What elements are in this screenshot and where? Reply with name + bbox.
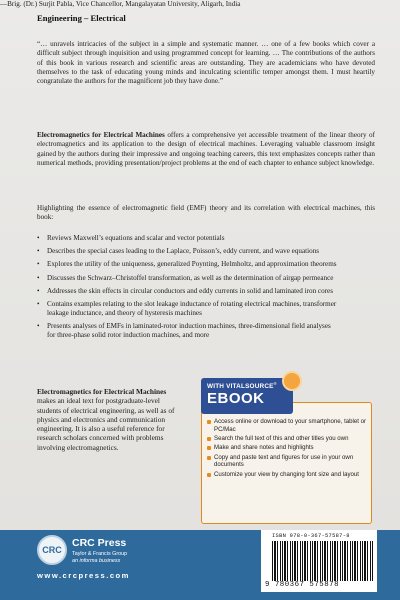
highlight-intro: Highlighting the essence of electromagnetic field (EMF) theory and its correlation with electrical machines, this book: bbox=[37, 204, 375, 222]
list-item bbox=[206, 454, 372, 469]
bullet-text: Discusses the Schwarz–Christoffel transformation, as well as the determination of airgap permeance bbox=[47, 273, 334, 282]
publisher-group: Taylor & Francis Group bbox=[72, 551, 128, 557]
orange-bullet-icon bbox=[207, 456, 211, 460]
list-item bbox=[206, 444, 372, 452]
publisher-tagline: an informa business bbox=[72, 558, 121, 564]
vitalsource-seal-icon bbox=[282, 371, 302, 391]
bullet-icon: • bbox=[37, 299, 40, 308]
vitalsource-with-text: WITH VITALSOURCE bbox=[207, 383, 274, 391]
vitalsource-feature-text: Search the full text of this and other titles you own bbox=[214, 434, 349, 442]
endorsement-attribution: —Brig. (Dr.) Surjit Pabla, Vice Chancellor, Mangalayatan University, Aligarh, India bbox=[0, 0, 241, 8]
bullet-text: Reviews Maxwell’s equations and scalar and vector potentials bbox=[47, 234, 225, 242]
barcode-digits: 9 780367 575878 bbox=[265, 581, 340, 589]
bullet-icon: • bbox=[37, 322, 40, 331]
list-item bbox=[37, 287, 337, 296]
audience-paragraph bbox=[37, 387, 182, 452]
registered-mark: ® bbox=[273, 381, 277, 386]
list-item bbox=[37, 300, 337, 318]
list-item bbox=[37, 322, 337, 340]
orange-bullet-icon bbox=[207, 473, 211, 477]
category-label: Engineering – Electrical bbox=[37, 13, 126, 23]
bullet-text: Describes the special cases leading to the Laplace, Poisson’s, eddy current, and wave equations bbox=[47, 247, 320, 256]
book-description bbox=[37, 131, 375, 168]
audience-title-inline: Electromagnetics for Electrical Machines bbox=[37, 387, 167, 396]
bullet-text: Presents analyses of EMFs in laminated-rotor induction machines, three-dimensional field analyses for three-phase solid rotor induction machines, and more bbox=[47, 322, 331, 340]
vitalsource-badge bbox=[201, 378, 293, 414]
vitalsource-feature-text: Customize your view by changing font size and layout bbox=[214, 470, 359, 478]
orange-bullet-icon bbox=[207, 437, 211, 441]
list-item bbox=[37, 247, 337, 256]
isbn-label: ISBN 978-0-367-57587-8 bbox=[272, 533, 350, 539]
orange-bullet-icon bbox=[207, 446, 211, 450]
bullet-text: Addresses the skin effects in circular conductors and eddy currents in solid and laminated iron cores bbox=[47, 286, 334, 295]
bullet-text: Explores the utility of the uniqueness, generalized Poynting, Helmholtz, and approximation theorems bbox=[47, 260, 337, 269]
list-item bbox=[37, 234, 337, 243]
list-item bbox=[37, 274, 337, 283]
audience-body: makes an ideal text for postgraduate-level students of electrical engineering, as well as of physics and electronics and communication engineering. It is also a useful reference for research scholars concerned with problems involving electromagnetics. bbox=[37, 396, 175, 452]
vitalsource-feature-list bbox=[206, 418, 372, 480]
list-item bbox=[37, 260, 337, 269]
vitalsource-feature-text: Make and share notes and highlights bbox=[214, 444, 314, 452]
publisher-url: www.crcpress.com bbox=[37, 571, 130, 580]
bullet-icon: • bbox=[37, 260, 40, 269]
endorsement-quote: “… unravels intricacies of the subject in a simple and systematic manner. … one of a few books which cover a difficult subject through inquisition and using programmed concept for learning. … The contributions of the authors of this book in various research and scientific areas are outstanding. They are academicians who have devoted themselves to the task of educating young minds and inculcating scientific temper amongst them. I must heartily congratulate the authors for the magnificent job they have done.” bbox=[37, 40, 375, 85]
bullet-icon: • bbox=[37, 273, 40, 282]
barcode-icon bbox=[272, 541, 373, 581]
description-body: offers a comprehensive yet accessible treatment of the linear theory of electromagnetics and its application to the design of electrical machines. Leveraging valuable classroom insight gained by the authors during their impressive and ongoing teaching careers, this text emphasizes concepts rather than numerical methods, providing presentation/project problems at the end of each chapter to enhance subject knowledge. bbox=[37, 131, 375, 167]
vitalsource-feature-text: Access online or download to your smartphone, tablet or PC/Mac bbox=[214, 418, 367, 433]
book-title-inline: Electromagnetics for Electrical Machines bbox=[37, 131, 165, 139]
vitalsource-ebook-label: EBOOK bbox=[207, 390, 265, 408]
list-item bbox=[206, 435, 372, 443]
feature-bullet-list bbox=[37, 234, 337, 345]
publisher-name: CRC Press bbox=[72, 537, 127, 549]
crc-press-logo-icon: CRC bbox=[37, 535, 67, 565]
orange-bullet-icon bbox=[207, 420, 211, 424]
list-item bbox=[206, 418, 372, 433]
vitalsource-feature-text: Copy and paste text and figures for use in your own documents bbox=[214, 453, 354, 469]
bullet-icon: • bbox=[37, 247, 40, 256]
bullet-icon: • bbox=[37, 234, 40, 242]
list-item bbox=[206, 471, 372, 479]
vitalsource-with-label bbox=[207, 381, 287, 390]
bullet-text: Contains examples relating to the slot leakage inductance of rotating electrical machines, transformer leakage inductance, and theory of hysteresis machines bbox=[47, 299, 337, 318]
bullet-icon: • bbox=[37, 286, 40, 295]
